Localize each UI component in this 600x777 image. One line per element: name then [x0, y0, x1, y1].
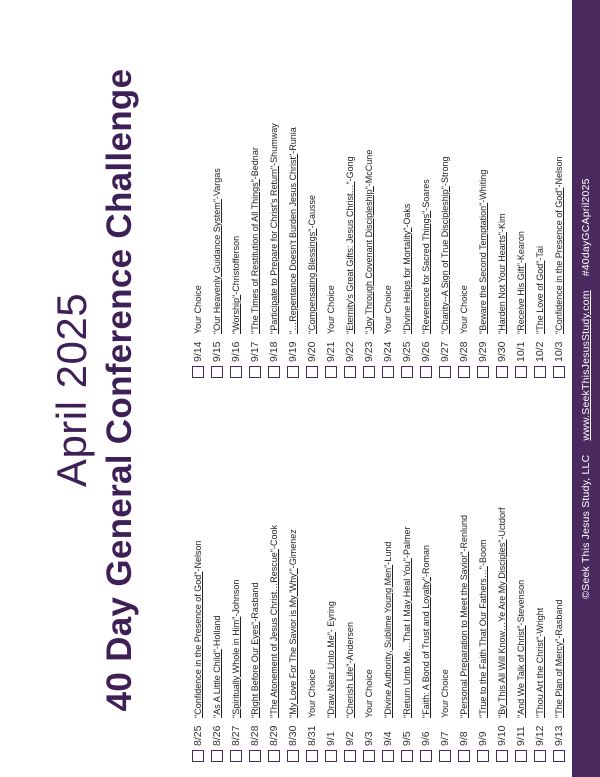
checklist-row	[188, 392, 207, 762]
checkbox[interactable]	[496, 750, 508, 762]
speaker-name: -Runia	[287, 127, 298, 154]
talk-title[interactable]: "By This All Will Know…Ye Are My Disciples"	[496, 539, 507, 718]
checklist-row	[340, 392, 359, 762]
talk-title[interactable]: "And We Talk of Christ"	[515, 625, 526, 718]
speaker-name: -Uctdorf	[496, 507, 507, 540]
talk-title[interactable]: "Receive His Gift"	[515, 263, 526, 334]
row-date: 8/26	[210, 725, 223, 746]
talk-title[interactable]: "Right Before Our Eyes"	[249, 621, 260, 718]
speaker-name: -Rasband	[553, 599, 564, 639]
checklist-row	[359, 8, 378, 378]
checklist-row	[245, 392, 264, 762]
talk-title[interactable]: "Divine Helps for Mortality"	[401, 227, 412, 334]
speaker-name: Your Choice	[382, 285, 393, 334]
row-date: 9/9	[476, 731, 489, 746]
row-date: 8/31	[305, 725, 318, 746]
row-date: 9/1	[324, 731, 337, 746]
checkbox[interactable]	[306, 366, 318, 378]
row-date: 9/7	[438, 731, 451, 746]
talk-title[interactable]: "Charity--A Sign of True Discipleship"	[439, 186, 450, 334]
talk-title[interactable]: "As A Little Child"	[211, 649, 222, 718]
checkbox[interactable]	[363, 750, 375, 762]
talk-title[interactable]: "Compensating Blessings"	[306, 228, 317, 334]
row-date: 8/28	[248, 725, 261, 746]
checkbox[interactable]	[534, 750, 546, 762]
checkbox[interactable]	[325, 366, 337, 378]
speaker-name: -Holland	[211, 615, 222, 650]
checkbox[interactable]	[192, 750, 204, 762]
speaker-name: Your Choice	[363, 669, 374, 718]
row-date: 10/3	[552, 341, 565, 362]
checklist-row	[264, 8, 283, 378]
speaker-name: -Nelson	[192, 540, 203, 572]
checklist-row	[454, 8, 473, 378]
speaker-name: -Christofferson	[230, 235, 241, 295]
checkbox[interactable]	[496, 366, 508, 378]
talk-title[interactable]: "Spiritually Whole in Him"	[230, 616, 241, 718]
checkbox[interactable]	[230, 750, 242, 762]
speaker-name: -Palmer	[401, 526, 412, 559]
row-date: 9/14	[191, 341, 204, 362]
checkbox[interactable]	[458, 366, 470, 378]
checkbox[interactable]	[420, 366, 432, 378]
checklist-row	[207, 8, 226, 378]
speaker-name: -Boom	[477, 539, 488, 567]
row-date: 9/20	[305, 341, 318, 362]
speaker-name: -Gong	[344, 156, 355, 182]
speaker-name: -Kim	[496, 213, 507, 233]
checkbox[interactable]	[439, 366, 451, 378]
talk-title[interactable]: "Eternity's Great Gifts: Jesus Christ…"	[344, 181, 355, 334]
checklist-row	[511, 392, 530, 762]
talk-title[interactable]: "Return Unto Me…That I May Heal You"	[401, 558, 412, 718]
row-date: 9/26	[419, 341, 432, 362]
checklist-row	[302, 392, 321, 762]
row-date: 9/11	[514, 726, 527, 746]
talk-title[interactable]: "Joy Through Covenant Discipleship"	[363, 186, 374, 334]
checkbox[interactable]	[192, 366, 204, 378]
speaker-name: -Causse	[306, 195, 317, 229]
row-date: 9/24	[381, 341, 394, 362]
checklist-row	[492, 392, 511, 762]
checkbox[interactable]	[249, 750, 261, 762]
talk-title[interactable]: "The Times of Restitution of All Things"	[249, 179, 260, 334]
row-date: 9/18	[267, 341, 280, 362]
checklist-row	[340, 8, 359, 378]
speaker-name: Your Choice	[192, 285, 203, 334]
talk-title[interactable]: "My Love For The Savior is My 'Why'"	[287, 568, 298, 718]
checkbox[interactable]	[268, 750, 280, 762]
speaker-name: -Cook	[268, 525, 279, 550]
checkbox[interactable]	[458, 750, 470, 762]
checkbox[interactable]	[211, 366, 223, 378]
row-date: 9/17	[248, 341, 261, 362]
checklist-row	[264, 392, 283, 762]
talk-title[interactable]: "Cherish Life"	[344, 663, 355, 718]
checkbox[interactable]	[382, 366, 394, 378]
checkbox[interactable]	[287, 750, 299, 762]
checklist-row	[378, 8, 397, 378]
row-date: 9/2	[343, 731, 356, 746]
checklist-row	[454, 392, 473, 762]
rotated-content	[0, 10, 570, 770]
talk-title[interactable]: "Draw Near Unto Me"	[325, 632, 336, 718]
speaker-name: -Vargas	[211, 168, 222, 200]
row-date: 9/8	[457, 731, 470, 746]
speaker-name: -Oaks	[401, 203, 412, 228]
row-date: 9/21	[324, 341, 337, 362]
talk-title[interactable]: "Our Heavenly Guidance System"	[211, 199, 222, 334]
speaker-name: -Renlund	[458, 514, 469, 552]
checklist-row	[435, 8, 454, 378]
checklist-row	[283, 8, 302, 378]
checkbox[interactable]	[249, 366, 261, 378]
row-date: 10/2	[533, 341, 546, 362]
checkbox[interactable]	[553, 750, 565, 762]
checklist-row	[245, 8, 264, 378]
talk-title[interactable]: "The Plan of Mercy"	[553, 638, 564, 718]
talk-title[interactable]: "The Love of God"	[534, 260, 545, 334]
checkbox[interactable]	[401, 750, 413, 762]
speaker-name: -Soares	[420, 179, 431, 211]
checklist-row	[492, 8, 511, 378]
row-date: 9/22	[343, 341, 356, 362]
speaker-name: -Gimenez	[287, 529, 298, 569]
checklist-row	[435, 392, 454, 762]
checkbox[interactable]	[439, 750, 451, 762]
talk-title[interactable]: "The Atonement of Jesus Christ…Rescue"	[268, 549, 279, 718]
row-date: 9/4	[381, 731, 394, 746]
row-date: 9/5	[400, 731, 413, 746]
speaker-name: -Lund	[382, 541, 393, 565]
checkbox[interactable]	[553, 366, 565, 378]
speaker-name: Your Choice	[325, 285, 336, 334]
speaker-name: -Rasband	[249, 582, 260, 622]
row-date: 8/25	[191, 725, 204, 746]
checkbox[interactable]	[344, 750, 356, 762]
checkbox[interactable]	[306, 750, 318, 762]
talk-title[interactable]: "Confidence in the Presence of God"	[553, 187, 564, 334]
speaker-name: Your Choice	[439, 669, 450, 718]
speaker-name: -Roman	[420, 545, 431, 578]
talk-title[interactable]: "True to the Faith That Our Fathers…"	[477, 566, 488, 718]
row-date: 9/12	[533, 725, 546, 746]
checkbox[interactable]	[515, 366, 527, 378]
checkbox[interactable]	[363, 366, 375, 378]
talk-title[interactable]: "Personal Preparation to Meet the Savior"	[458, 551, 469, 718]
row-date: 9/27	[438, 341, 451, 362]
speaker-name: -Nelson	[553, 156, 564, 188]
checkbox[interactable]	[325, 750, 337, 762]
checkbox[interactable]	[534, 366, 546, 378]
checkbox[interactable]	[230, 366, 242, 378]
speaker-name: -Strong	[439, 156, 450, 187]
row-date: 10/1	[514, 341, 527, 362]
checklist-row	[530, 8, 549, 378]
row-date: 9/15	[210, 341, 223, 362]
row-date: 9/19	[286, 341, 299, 362]
checklist-row	[359, 392, 378, 762]
checkbox[interactable]	[211, 750, 223, 762]
checklist-row	[302, 8, 321, 378]
speaker-name: -McCune	[363, 149, 374, 187]
talk-title[interactable]: "Reverence for Sacred Things"	[420, 210, 431, 334]
speaker-name: -Johnson	[230, 579, 241, 617]
speaker-name: -Stevenson	[515, 579, 526, 626]
checkbox[interactable]	[344, 366, 356, 378]
row-date: 9/3	[362, 731, 375, 746]
checkbox[interactable]	[420, 750, 432, 762]
talk-title[interactable]: "Divine Authority, Sublime Young Men"	[382, 564, 393, 718]
speaker-name: Your Choice	[458, 285, 469, 334]
row-date: 9/30	[495, 341, 508, 362]
talk-title[interactable]: "…Repentance Doesn't Burden Jesus Christ"	[287, 153, 298, 334]
talk-title[interactable]: "Participate to Prepare for Christ's Return"	[268, 165, 279, 334]
speaker-name: Your Choice	[306, 669, 317, 718]
checkbox[interactable]	[287, 366, 299, 378]
talk-title[interactable]: "Confidence in the Presence of God"	[192, 571, 203, 718]
row-date: 9/13	[552, 725, 565, 746]
hashtag-text: #40dayGCApril2025	[580, 178, 592, 277]
checklist-row	[416, 392, 435, 762]
checklist-row	[530, 392, 549, 762]
speaker-name: - Eyring	[325, 601, 336, 633]
checkbox[interactable]	[515, 750, 527, 762]
checklist-row	[226, 392, 245, 762]
speaker-name: -Tai	[534, 246, 545, 261]
copyright-text: ©Seek This Jesus Study, LLC	[580, 454, 592, 599]
left-column	[188, 392, 568, 762]
talk-title[interactable]: "Beware the Second Temptation"	[477, 202, 488, 334]
row-date: 9/10	[495, 725, 508, 746]
checkbox[interactable]	[477, 366, 489, 378]
checklist-row	[549, 392, 568, 762]
row-date: 9/25	[400, 341, 413, 362]
talk-title[interactable]: "Worship"	[230, 294, 241, 334]
row-date: 9/28	[457, 341, 470, 362]
talk-title[interactable]: "Faith: A Bond of Trust and Loyalty"	[420, 577, 431, 718]
page-title: 40 Day General Conference Challenge	[100, 68, 139, 712]
checklist-row	[473, 8, 492, 378]
website-link[interactable]: www.SeekThisJesusStudy.com	[580, 290, 592, 441]
checklist-row	[397, 8, 416, 378]
row-date: 8/29	[267, 725, 280, 746]
speaker-name: -Shumway	[268, 123, 279, 166]
checklist-row	[511, 8, 530, 378]
speaker-name: -Whiting	[477, 169, 488, 203]
checklist-row	[321, 8, 340, 378]
row-date: 9/6	[419, 731, 432, 746]
checklist-row	[378, 392, 397, 762]
footer	[572, 0, 600, 777]
checkbox[interactable]	[382, 750, 394, 762]
talk-title[interactable]: "Thou Art the Christ"	[534, 636, 545, 718]
checklist-row	[416, 8, 435, 378]
row-date: 9/29	[476, 341, 489, 362]
checkbox[interactable]	[477, 750, 489, 762]
talk-title[interactable]: "Harden Not Your Hearts"	[496, 232, 507, 334]
checklist-row	[207, 392, 226, 762]
row-date: 8/30	[286, 725, 299, 746]
checklist-row	[188, 8, 207, 378]
speaker-name: -Kearon	[515, 231, 526, 264]
checkbox[interactable]	[268, 366, 280, 378]
checklist-row	[283, 392, 302, 762]
speaker-name: -Wright	[534, 607, 545, 637]
checklist-row	[321, 392, 340, 762]
speaker-name: -Bednar	[249, 147, 260, 180]
row-date: 9/23	[362, 341, 375, 362]
checklist-row	[397, 392, 416, 762]
checklist-row	[549, 8, 568, 378]
row-date: 8/27	[229, 725, 242, 746]
row-date: 9/16	[229, 341, 242, 362]
checkbox[interactable]	[401, 366, 413, 378]
right-column	[188, 8, 568, 378]
page-year: April 2025	[48, 292, 95, 488]
speaker-name: -Andersen	[344, 622, 355, 664]
checklist-row	[473, 392, 492, 762]
checklist-row	[226, 8, 245, 378]
